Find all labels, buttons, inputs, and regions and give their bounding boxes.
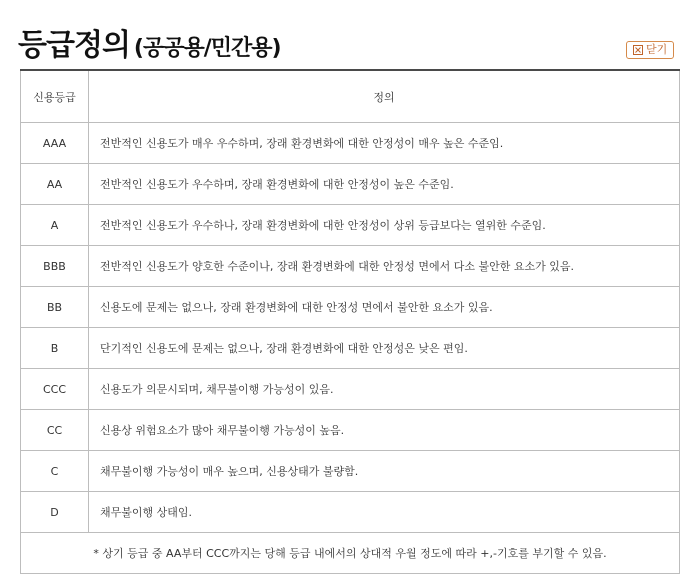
grade-cell: B xyxy=(21,328,89,369)
table-note: * 상기 등급 중 AA부터 CCC까지는 당해 등급 내에서의 상대적 우월 정도에 따라 +,-기호를 부기할 수 있음. xyxy=(21,533,680,574)
definition-cell: 단기적인 신용도에 문제는 없으나, 장래 환경변화에 대한 안정성은 낮은 편임. xyxy=(89,328,680,369)
grade-cell: AA xyxy=(21,164,89,205)
close-button-label: 닫기 xyxy=(646,43,668,56)
grade-cell: C xyxy=(21,451,89,492)
definition-cell: 신용상 위험요소가 많아 채무불이행 가능성이 높음. xyxy=(89,410,680,451)
definition-cell: 신용도에 문제는 없으나, 장래 환경변화에 대한 안정성 면에서 불안한 요소가 있음. xyxy=(89,287,680,328)
page-title-main: 등급정의 xyxy=(18,28,130,63)
table-header-row xyxy=(21,70,680,123)
definition-cell: 신용도가 의문시되며, 채무불이행 가능성이 있음. xyxy=(89,369,680,410)
definition-cell: 전반적인 신용도가 우수하며, 장래 환경변화에 대한 안정성이 높은 수준임. xyxy=(89,164,680,205)
table-row xyxy=(21,287,680,328)
header-definition: 정의 xyxy=(89,70,680,123)
table-note-row xyxy=(21,533,680,574)
grade-cell: A xyxy=(21,205,89,246)
definition-cell: 채무불이행 가능성이 매우 높으며, 신용상태가 불량함. xyxy=(89,451,680,492)
grade-cell: AAA xyxy=(21,123,89,164)
close-button[interactable] xyxy=(626,41,674,59)
definition-cell: 전반적인 신용도가 양호한 수준이나, 장래 환경변화에 대한 안정성 면에서 다소 불안한 요소가 있음. xyxy=(89,246,680,287)
table-row xyxy=(21,328,680,369)
table-row xyxy=(21,246,680,287)
table-row xyxy=(21,451,680,492)
table-row xyxy=(21,410,680,451)
grade-cell: BB xyxy=(21,287,89,328)
definition-cell: 전반적인 신용도가 우수하나, 장래 환경변화에 대한 안정성이 상위 등급보다는 열위한 수준임. xyxy=(89,205,680,246)
page-title-sub: (공공용/민간용) xyxy=(133,36,281,61)
grade-cell: D xyxy=(21,492,89,533)
grade-cell: CC xyxy=(21,410,89,451)
close-icon xyxy=(633,45,643,55)
table-row xyxy=(21,492,680,533)
definition-cell: 채무불이행 상태임. xyxy=(89,492,680,533)
definition-cell: 전반적인 신용도가 매우 우수하며, 장래 환경변화에 대한 안정성이 매우 높은 수준임. xyxy=(89,123,680,164)
grade-cell: CCC xyxy=(21,369,89,410)
grade-cell: BBB xyxy=(21,246,89,287)
table-row xyxy=(21,205,680,246)
header-grade: 신용등급 xyxy=(21,70,89,123)
page-title xyxy=(18,20,281,64)
grade-definition-table xyxy=(20,69,680,574)
table-row xyxy=(21,164,680,205)
table-row xyxy=(21,123,680,164)
table-row xyxy=(21,369,680,410)
